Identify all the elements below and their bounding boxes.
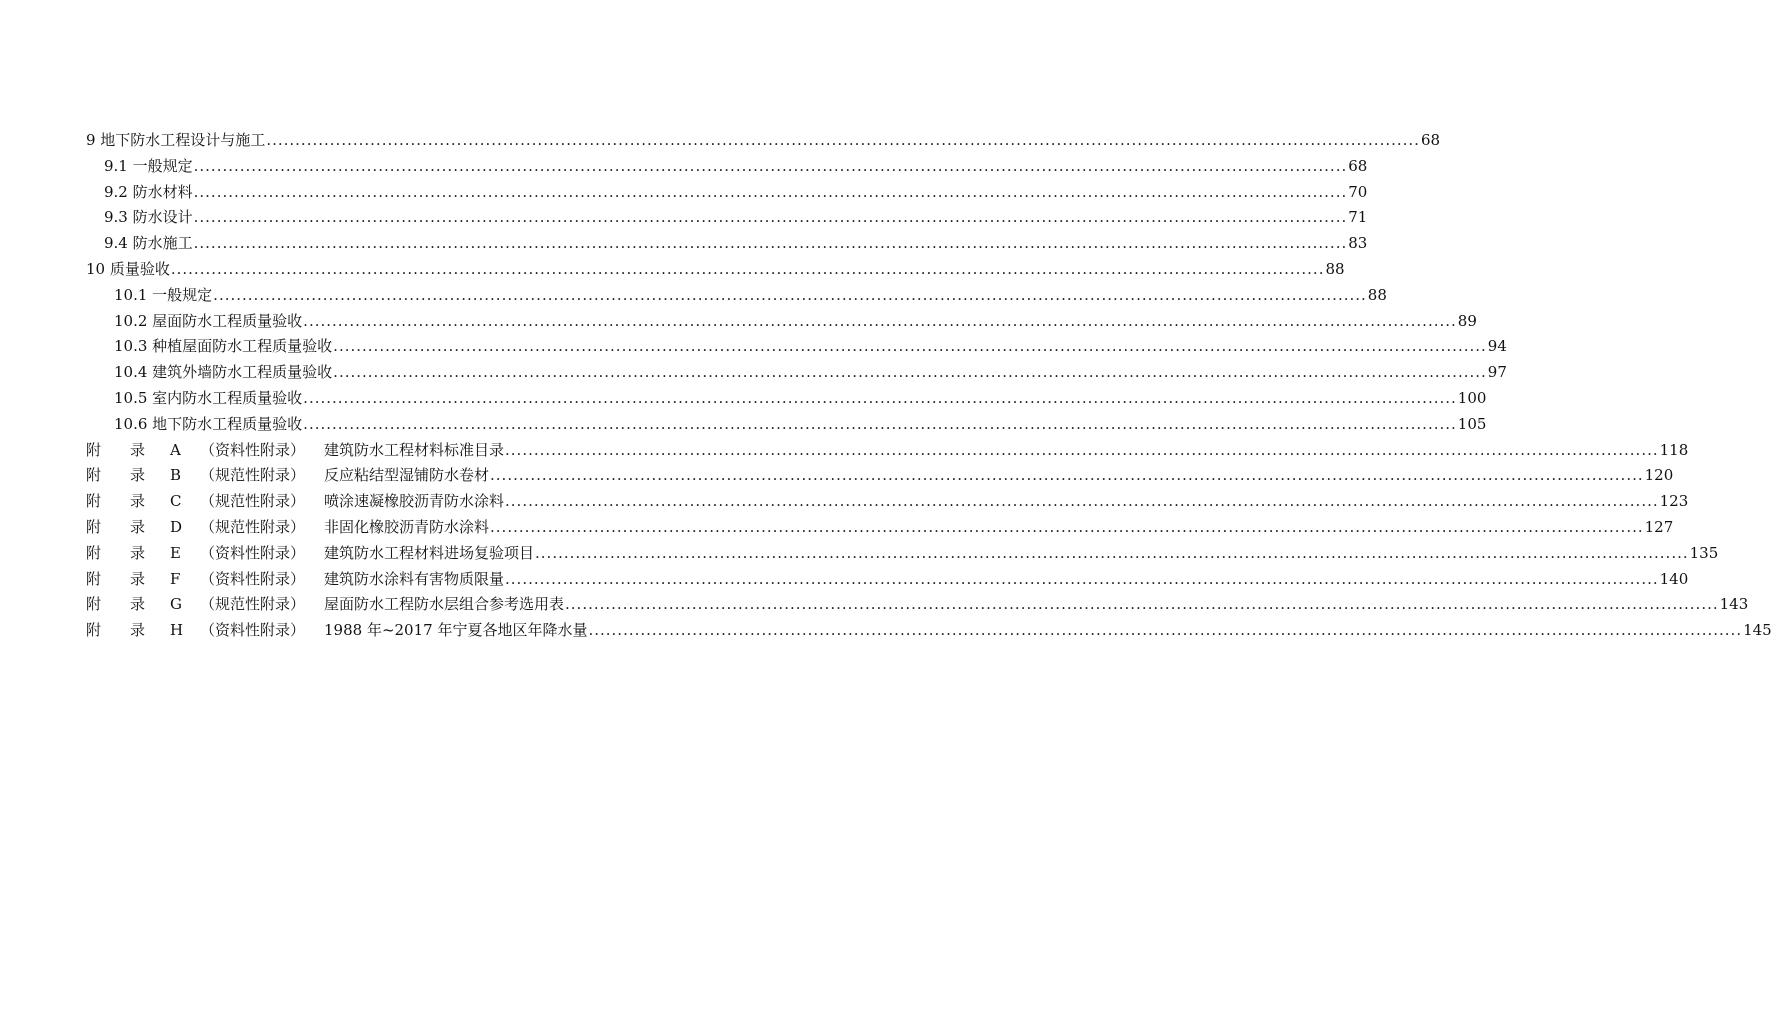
toc-entry-title: 9.3 防水设计 [104,208,193,227]
toc-appendix-row[interactable] [86,463,1674,487]
toc-leader-dots: ........................................................................................................................................................................................................ [193,156,1348,175]
toc-section-row[interactable] [114,283,1387,307]
appendix-fu: 附 [86,518,102,536]
appendix-label [86,515,324,539]
toc-page-number: 100 [1457,389,1487,407]
appendix-lu: 录 [130,621,146,640]
appendix-title: 屋面防水工程防水层组合参考选用表 [324,595,565,614]
appendix-fu: 附 [86,569,102,588]
appendix-type: （规范性附录） [200,466,306,485]
appendix-letter: G [170,595,182,614]
toc-section-row[interactable] [114,309,1477,333]
toc-section-row[interactable] [104,231,1368,255]
appendix-letter: B [170,466,182,485]
toc-leader-dots: ........................................................................................................................................................................................................ [193,234,1348,253]
toc-page-number: 135 [1689,543,1719,562]
toc-page-number: 123 [1659,492,1689,511]
toc-section-row[interactable] [114,360,1507,384]
appendix-lu: 录 [130,440,146,459]
toc-entry-title: 9.4 防水施工 [104,234,193,253]
appendix-title: 建筑防水涂料有害物质限量 [324,569,505,588]
appendix-label [86,618,324,642]
toc-leader-dots: ........................................................................................................................................................................................................ [170,260,1325,278]
appendix-type: （资料性附录） [200,621,306,640]
appendix-title: 非固化橡胶沥青防水涂料 [324,518,490,536]
appendix-fu: 附 [86,595,102,614]
toc-leader-dots: ........................................................................................................................................................................................................ [535,543,1689,562]
toc-page-number: 143 [1719,595,1749,614]
appendix-label [86,592,324,616]
toc-entry-title: 10 质量验收 [86,260,170,278]
toc-section-row[interactable] [104,154,1368,178]
toc-appendix-row[interactable] [86,618,1772,642]
appendix-type: （规范性附录） [200,518,306,536]
toc-leader-dots: ........................................................................................................................................................................................................ [505,569,1659,588]
appendix-title: 建筑防水工程材料进场复验项目 [324,543,535,562]
toc-leader-dots: ........................................................................................................................................................................................................ [303,414,1457,433]
appendix-type: （规范性附录） [200,595,306,614]
toc-leader-dots: ........................................................................................................................................................................................................ [490,466,1644,485]
appendix-title: 1988 年~2017 年宁夏各地区年降水量 [324,621,588,640]
toc-page-number: 68 [1420,131,1441,149]
appendix-fu: 附 [86,543,102,562]
toc-appendix-row[interactable] [86,515,1674,539]
appendix-lu: 录 [130,466,146,485]
appendix-type: （资料性附录） [200,543,306,562]
appendix-lu: 录 [130,543,146,562]
toc-entry-title: 10.5 室内防水工程质量验收 [114,389,303,407]
appendix-label [86,489,324,513]
appendix-letter: A [170,440,181,459]
appendix-lu: 录 [130,595,146,614]
toc-page-number: 105 [1457,414,1487,433]
toc-section-row[interactable] [104,180,1368,204]
toc-entry-title: 10.3 种植屋面防水工程质量验收 [114,337,333,356]
toc-leader-dots: ........................................................................................................................................................................................................ [303,311,1457,330]
toc-page-number: 97 [1487,363,1507,382]
toc-entry-title: 10.1 一般规定 [114,285,213,304]
toc-entry-title: 9 地下防水工程设计与施工 [86,131,266,149]
toc-page-number: 127 [1644,518,1674,536]
appendix-type: （规范性附录） [200,492,306,511]
toc-page-number: 71 [1348,208,1368,227]
toc-page-number: 120 [1644,466,1674,485]
toc-page-number: 118 [1659,440,1689,459]
toc-leader-dots: ........................................................................................................................................................................................................ [266,131,1420,149]
appendix-fu: 附 [86,466,102,485]
appendix-type: （资料性附录） [200,569,306,588]
appendix-title: 反应粘结型湿铺防水卷材 [324,466,490,485]
appendix-title: 建筑防水工程材料标准目录 [324,440,505,459]
toc-page-number: 94 [1487,337,1507,356]
appendix-label [86,463,324,487]
appendix-title: 喷涂速凝橡胶沥青防水涂料 [324,492,505,511]
toc-leader-dots: ........................................................................................................................................................................................................ [490,518,1644,536]
appendix-letter: D [170,518,183,536]
appendix-label [86,438,324,462]
toc-entry-title: 10.4 建筑外墙防水工程质量验收 [114,363,333,382]
appendix-lu: 录 [130,569,146,588]
toc-chapter-row[interactable] [86,257,1345,281]
toc-section-row[interactable] [104,205,1368,229]
toc-leader-dots: ........................................................................................................................................................................................................ [193,182,1348,201]
toc-appendix-row[interactable] [86,567,1689,591]
appendix-fu: 附 [86,492,102,511]
toc-section-row[interactable] [114,334,1507,358]
toc-page-number: 68 [1348,156,1368,175]
appendix-letter: F [170,569,181,588]
toc-appendix-row[interactable] [86,541,1719,565]
toc-entry-title: 9.2 防水材料 [104,182,193,201]
toc-page-number: 145 [1743,621,1772,640]
appendix-fu: 附 [86,621,102,640]
toc-section-row[interactable] [114,412,1487,436]
toc-chapter-row[interactable] [86,128,1441,152]
toc-appendix-row[interactable] [86,489,1689,513]
appendix-letter: C [170,492,182,511]
toc-leader-dots: ........................................................................................................................................................................................................ [333,337,1487,356]
toc-appendix-row[interactable] [86,438,1689,462]
appendix-label [86,541,324,565]
toc-page-number: 88 [1325,260,1345,278]
toc-leader-dots: ........................................................................................................................................................................................................ [213,285,1367,304]
toc-entry-title: 10.6 地下防水工程质量验收 [114,414,303,433]
toc-leader-dots: ........................................................................................................................................................................................................ [303,389,1457,407]
toc-leader-dots: ........................................................................................................................................................................................................ [333,363,1487,382]
toc-leader-dots: ........................................................................................................................................................................................................ [193,208,1348,227]
toc-section-row[interactable] [114,386,1487,410]
appendix-letter: E [170,543,181,562]
toc-leader-dots: ........................................................................................................................................................................................................ [588,621,1743,640]
toc-entry-title: 9.1 一般规定 [104,156,193,175]
toc-page-number: 89 [1457,311,1477,330]
appendix-lu: 录 [130,518,146,536]
toc-leader-dots: ........................................................................................................................................................................................................ [505,440,1659,459]
appendix-letter: H [170,621,184,640]
toc-page-number: 70 [1348,182,1368,201]
toc-appendix-row[interactable] [86,592,1749,616]
appendix-lu: 录 [130,492,146,511]
toc-page-number: 83 [1348,234,1368,253]
appendix-fu: 附 [86,440,102,459]
toc-entry-title: 10.2 屋面防水工程质量验收 [114,311,303,330]
toc-page-number: 88 [1367,285,1387,304]
toc-page-number: 140 [1659,569,1689,588]
toc-leader-dots: ........................................................................................................................................................................................................ [505,492,1659,511]
toc-leader-dots: ........................................................................................................................................................................................................ [565,595,1719,614]
appendix-type: （资料性附录） [200,440,306,459]
appendix-label [86,567,324,591]
